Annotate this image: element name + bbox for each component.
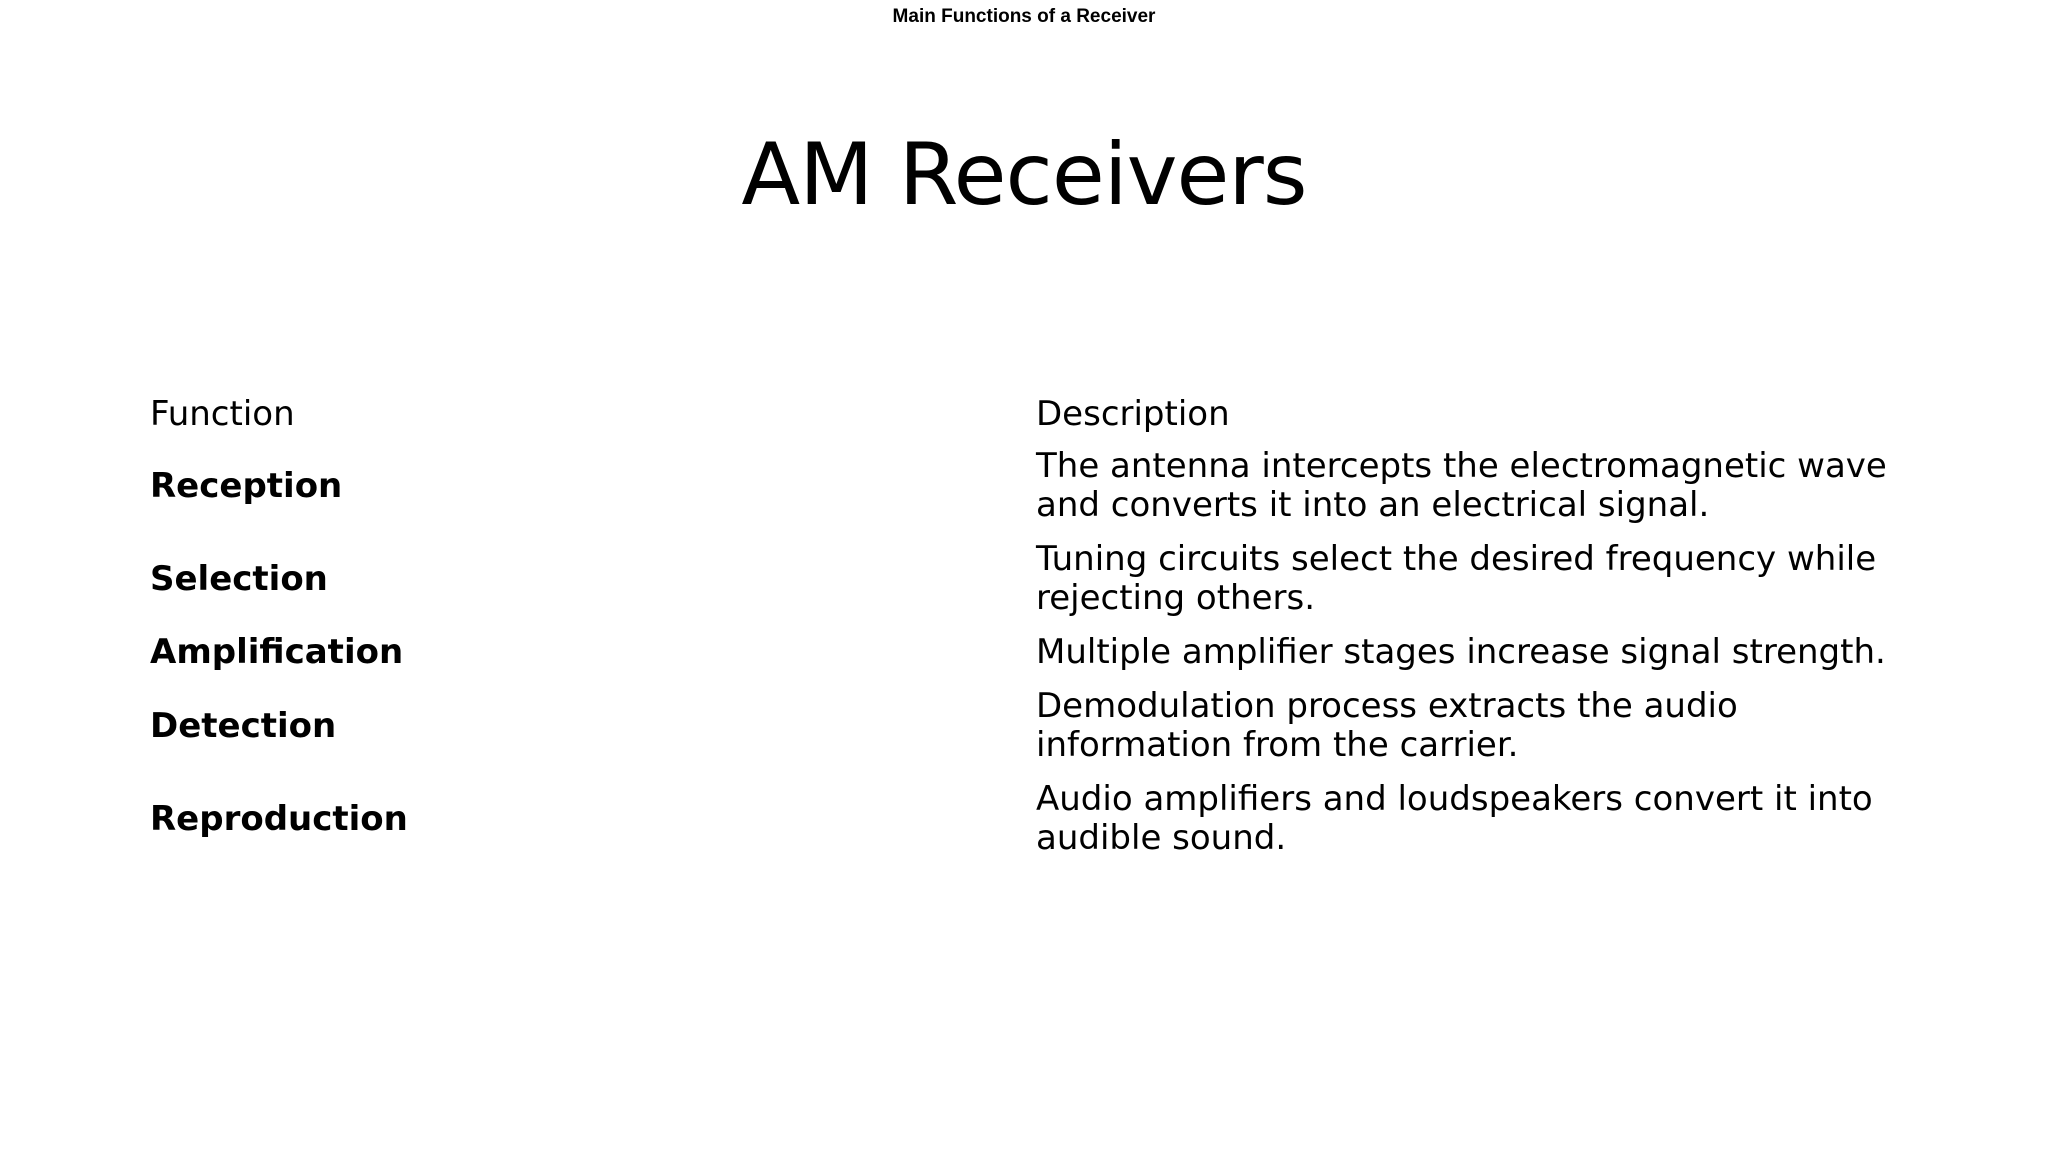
function-description: Demodulation process extracts the audio information from the carrier.	[1036, 686, 1738, 765]
function-name: Selection	[150, 558, 328, 599]
function-description: Multiple amplifier stages increase signal strength.	[1036, 632, 1886, 672]
table-row	[150, 540, 1910, 618]
table-row	[150, 780, 1910, 858]
functions-table	[150, 395, 1910, 873]
column-header-description: Description	[1036, 394, 1230, 434]
table-row	[150, 633, 1910, 672]
function-name: Reception	[150, 465, 343, 506]
function-description: Tuning circuits select the desired frequency while rejecting others.	[1036, 539, 1877, 618]
function-description: Audio amplifiers and loudspeakers convert it into audible sound.	[1036, 779, 1873, 858]
function-name: Reproduction	[150, 798, 408, 839]
table-row	[150, 447, 1910, 525]
table-row	[150, 687, 1910, 765]
header-caption: Main Functions of a Receiver	[892, 6, 1156, 27]
function-name: Detection	[150, 705, 337, 746]
function-name: Amplification	[150, 632, 404, 672]
function-description: The antenna intercepts the electromagnetic wave and converts it into an electrical signal.	[1036, 446, 1887, 525]
column-header-function: Function	[150, 394, 295, 434]
table-header-row	[150, 395, 1910, 434]
slide-title: AM Receivers	[741, 125, 1307, 225]
